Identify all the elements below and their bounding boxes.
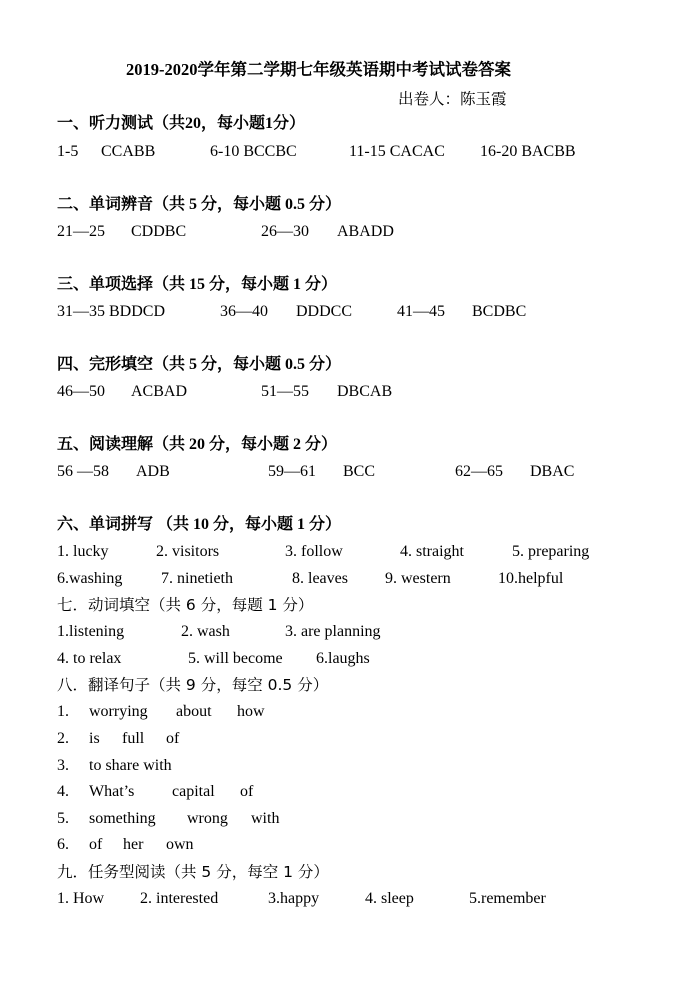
answer-cell: own — [166, 836, 194, 853]
answer-cell: 5.remember — [469, 890, 546, 907]
answer-cell: 7. ninetieth — [161, 570, 233, 587]
answer-cell: 1-5 — [57, 143, 79, 160]
answer-cell: how — [237, 703, 265, 720]
answer-cell: her — [123, 836, 144, 853]
answer-cell: 16-20 BACBB — [480, 143, 576, 160]
answer-cell: wrong — [187, 810, 228, 827]
answer-cell: 56 —58 — [57, 463, 109, 480]
author-line: 出卷人：陈玉霞 — [398, 90, 507, 108]
answer-cell: 4. to relax — [57, 650, 122, 667]
answer-cell: capital — [172, 783, 215, 800]
answer-cell: 3.happy — [268, 890, 320, 907]
answer-cell: 2. visitors — [156, 543, 220, 560]
answer-cell: 46—50 — [57, 383, 105, 400]
section-5-heading: 五、阅读理解（共 20 分，每小题 2 分） — [57, 436, 338, 453]
answer-cell: 6-10 BCCBC — [210, 143, 297, 160]
answer-cell: 41—45 — [397, 303, 445, 320]
answer-cell: ABADD — [337, 223, 394, 240]
answer-cell: 4. straight — [400, 543, 464, 560]
section-2-heading: 二、单词辨音（共 5 分，每小题 0.5 分） — [57, 196, 342, 213]
answer-cell: CCABB — [101, 143, 156, 160]
answer-cell: 9. western — [385, 570, 451, 587]
answer-cell: of — [166, 730, 180, 747]
answer-cell: ACBAD — [131, 383, 188, 400]
answer-cell: CDDBC — [131, 223, 187, 240]
answer-cell: 21—25 — [57, 223, 105, 240]
section-6-heading: 六、单词拼写 （共 10 分，每小题 1 分） — [57, 516, 342, 533]
answer-cell: DDDCC — [296, 303, 353, 320]
answer-cell: 62—65 — [455, 463, 503, 480]
answer-cell: something — [89, 810, 156, 827]
section-8-heading: 八．翻译句子（共 9 分，每空 0.5 分） — [57, 676, 329, 694]
answer-cell: ADB — [136, 463, 170, 480]
answer-cell: DBCAB — [337, 383, 393, 400]
answer-cell: of — [89, 836, 103, 853]
answer-cell: to share with — [89, 757, 172, 774]
answer-cell: worrying — [89, 703, 148, 720]
section-7-heading: 七．动词填空（共 6 分，每题 1 分） — [57, 596, 314, 614]
answer-cell: 6.washing — [57, 570, 123, 587]
answer-number: 4. — [57, 783, 69, 800]
answer-cell: 1.listening — [57, 623, 125, 640]
section-4-heading: 四、完形填空（共 5 分，每小题 0.5 分） — [57, 356, 342, 373]
answer-cell: 5. preparing — [512, 543, 590, 560]
answer-number: 6. — [57, 836, 69, 853]
answer-cell: 36—40 — [220, 303, 268, 320]
answer-cell: 1. lucky — [57, 543, 109, 560]
answer-cell: 2. wash — [181, 623, 230, 640]
answer-cell: 8. leaves — [292, 570, 348, 587]
answer-number: 1. — [57, 703, 69, 720]
answer-cell: What’s — [89, 783, 135, 800]
answer-number: 2. — [57, 730, 69, 747]
answer-cell: of — [240, 783, 254, 800]
answer-number: 5. — [57, 810, 69, 827]
answer-cell: 11-15 CACAC — [349, 143, 445, 160]
answer-cell: 3. are planning — [285, 623, 381, 640]
answer-cell: 59—61 — [268, 463, 316, 480]
answer-cell: full — [122, 730, 145, 747]
answer-cell: 51—55 — [261, 383, 309, 400]
answer-cell: 1. How — [57, 890, 105, 907]
answer-cell: 2. interested — [140, 890, 219, 907]
answer-cell: 10.helpful — [498, 570, 564, 587]
answer-cell: BCC — [343, 463, 376, 480]
page-title: 2019-2020学年第二学期七年级英语期中考试试卷答案 — [126, 60, 511, 79]
section-9-heading: 九．任务型阅读（共 5 分，每空 1 分） — [57, 863, 329, 881]
answer-cell: with — [251, 810, 280, 827]
answer-cell: 31—35 BDDCD — [57, 303, 166, 320]
answer-cell: 6.laughs — [316, 650, 370, 667]
answer-cell: is — [89, 730, 100, 747]
section-1-heading: 一、听力测试（共20，每小题1分） — [57, 115, 306, 132]
answer-number: 3. — [57, 757, 69, 774]
answer-cell: 4. sleep — [365, 890, 414, 907]
answer-cell: DBAC — [530, 463, 575, 480]
answer-cell: about — [176, 703, 212, 720]
answer-cell: 5. will become — [188, 650, 283, 667]
answer-cell: 3. follow — [285, 543, 343, 560]
answer-cell: 26—30 — [261, 223, 309, 240]
answer-cell: BCDBC — [472, 303, 527, 320]
section-3-heading: 三、单项选择（共 15 分，每小题 1 分） — [57, 276, 338, 293]
